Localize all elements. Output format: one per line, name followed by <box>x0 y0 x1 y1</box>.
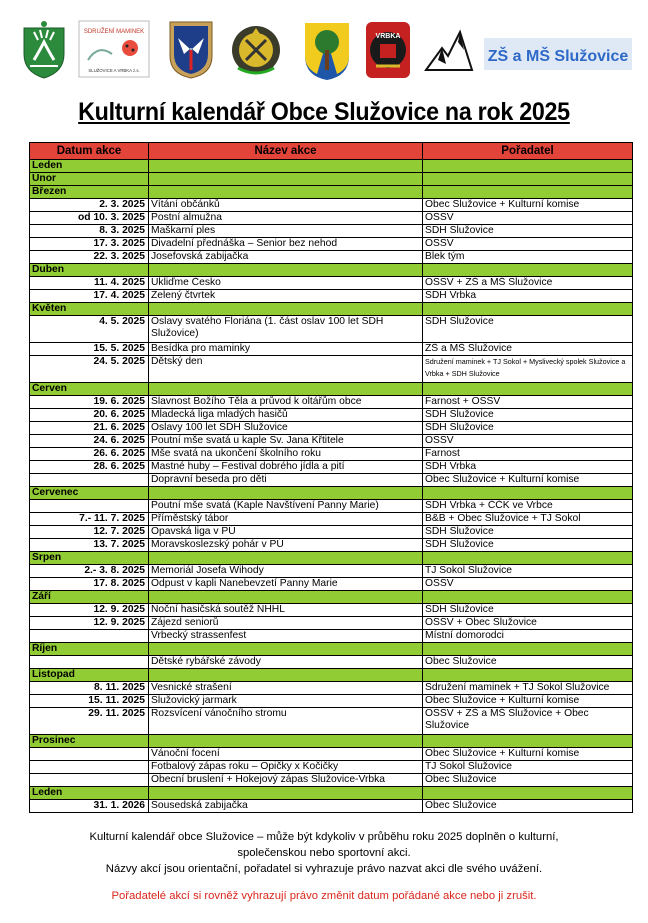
page-title: Kulturní kalendář Obce Služovice na rok 2025 <box>78 98 570 126</box>
event-row <box>30 199 633 212</box>
footer-line-3: Názvy akcí jsou orientační, pořadatel si vyhrazuje právo nazvat akci dle svého uvážení. <box>105 863 543 875</box>
event-row <box>30 708 633 735</box>
month-row <box>30 487 633 500</box>
event-date: 17. 4. 2025 <box>30 290 149 303</box>
ossv-logo <box>168 20 214 84</box>
event-organizer: SDH Služovice <box>423 526 633 539</box>
event-name: Obecní bruslení + Hokejový zápas Služovice-Vrbka <box>149 774 423 787</box>
month-cell-empty <box>149 160 423 173</box>
month-cell-empty <box>149 591 423 604</box>
footer-line-1: Kulturní kalendář obce Služovice – může být kdykoliv v průběhu roku 2025 doplněn o kulturní, <box>89 831 559 843</box>
event-organizer: ZŠ a MŠ Služovice <box>423 343 633 356</box>
event-date <box>30 500 149 513</box>
month-row <box>30 591 633 604</box>
event-organizer: Obec Služovice + Kulturní komise <box>423 695 633 708</box>
event-date: 19. 6. 2025 <box>30 396 149 409</box>
event-name: Dětské rybářské závody <box>149 656 423 669</box>
event-name: Mastné huby – Festival dobrého jídla a pití <box>149 461 423 474</box>
event-date: 17. 8. 2025 <box>30 578 149 591</box>
event-organizer: SDH Vrbka <box>423 290 633 303</box>
logo-strip <box>20 20 640 84</box>
month-cell-empty <box>423 787 633 800</box>
month-cell-empty <box>423 669 633 682</box>
calendar-body <box>30 160 633 813</box>
event-organizer: B&B + Obec Služovice + TJ Sokol <box>423 513 633 526</box>
event-organizer: TJ Sokol Služovice <box>423 565 633 578</box>
event-date: 2. 3. 2025 <box>30 199 149 212</box>
event-date: 15. 5. 2025 <box>30 343 149 356</box>
month-name: Červenec <box>30 487 149 500</box>
event-name: Slavnost Božího Těla a průvod k oltářům obce <box>149 396 423 409</box>
event-name: Příměstský tábor <box>149 513 423 526</box>
month-name: Březen <box>30 186 149 199</box>
month-cell-empty <box>423 735 633 748</box>
event-date: 13. 7. 2025 <box>30 539 149 552</box>
month-cell-empty <box>423 160 633 173</box>
event-row <box>30 238 633 251</box>
event-row <box>30 565 633 578</box>
month-cell-empty <box>423 186 633 199</box>
header-date: Datum akce <box>30 143 149 160</box>
event-name: Oslavy svatého Floriána (1. část oslav 100 let SDH Služovice) <box>149 316 423 343</box>
month-cell-empty <box>423 264 633 277</box>
event-row <box>30 630 633 643</box>
month-cell-empty <box>149 735 423 748</box>
event-name: Vánoční focení <box>149 748 423 761</box>
event-date <box>30 474 149 487</box>
month-row <box>30 186 633 199</box>
event-date: 29. 11. 2025 <box>30 708 149 735</box>
table-header-row <box>30 143 633 160</box>
event-name: Mladecká liga mladých hasičů <box>149 409 423 422</box>
month-name: Srpen <box>30 552 149 565</box>
calendar-table <box>29 142 633 813</box>
event-organizer: SDH Vrbka + ČČK ve Vrbce <box>423 500 633 513</box>
event-date: 7.- 11. 7. 2025 <box>30 513 149 526</box>
event-row <box>30 409 633 422</box>
event-row <box>30 422 633 435</box>
event-row <box>30 356 633 383</box>
footer-warning: Pořadatelé akcí si rovněž vyhrazují právo změnit datum pořádané akce nebo ji zrušit. <box>111 890 537 902</box>
zs-ms-sluzovice-logo <box>482 20 634 84</box>
month-name: Červen <box>30 383 149 396</box>
month-name: Leden <box>30 787 149 800</box>
event-row <box>30 748 633 761</box>
event-organizer: Obec Služovice + Kulturní komise <box>423 748 633 761</box>
event-organizer: SDH Služovice <box>423 422 633 435</box>
event-date: 8. 11. 2025 <box>30 682 149 695</box>
event-date: 28. 6. 2025 <box>30 461 149 474</box>
event-date <box>30 774 149 787</box>
event-organizer: OSSV + ZŠ a MŠ Služovice <box>423 277 633 290</box>
event-date: 31. 1. 2026 <box>30 800 149 813</box>
logo-zs-text: ZŠ a MŠ Služovice <box>487 48 629 65</box>
event-organizer: Obec Služovice + Kulturní komise <box>423 199 633 212</box>
event-row <box>30 396 633 409</box>
month-name: Květen <box>30 303 149 316</box>
event-name: Fotbalový zápas roku – Opičky x Kočičky <box>149 761 423 774</box>
month-row <box>30 669 633 682</box>
month-cell-empty <box>149 669 423 682</box>
event-date: 2.- 3. 8. 2025 <box>30 565 149 578</box>
event-date: 17. 3. 2025 <box>30 238 149 251</box>
event-name: Vítání občánků <box>149 199 423 212</box>
header-event-name: Název akce <box>149 143 423 160</box>
event-row <box>30 225 633 238</box>
sdh-vrbka-logo <box>364 20 412 84</box>
event-row <box>30 277 633 290</box>
event-row <box>30 656 633 669</box>
event-organizer: Blek tým <box>423 251 633 264</box>
event-organizer: Farnost + OSSV <box>423 396 633 409</box>
event-date: 12. 9. 2025 <box>30 617 149 630</box>
event-name: Poutní mše svatá (Kaple Navštívení Panny Marie) <box>149 500 423 513</box>
event-name: Memoriál Josefa Wihody <box>149 565 423 578</box>
event-row <box>30 290 633 303</box>
event-row <box>30 251 633 264</box>
event-row <box>30 435 633 448</box>
event-organizer: OSSV <box>423 212 633 225</box>
month-cell-empty <box>149 186 423 199</box>
event-organizer: SDH Služovice <box>423 409 633 422</box>
event-row <box>30 461 633 474</box>
month-row <box>30 173 633 186</box>
event-row <box>30 604 633 617</box>
month-row <box>30 303 633 316</box>
event-name: Postní almužna <box>149 212 423 225</box>
event-name: Zájezd seniorů <box>149 617 423 630</box>
event-name: Dopravní beseda pro děti <box>149 474 423 487</box>
event-name: Besídka pro maminky <box>149 343 423 356</box>
event-name: Sousedská zabijačka <box>149 800 423 813</box>
month-cell-empty <box>149 383 423 396</box>
month-name: Duben <box>30 264 149 277</box>
footer-line-2: společenskou nebo sportovní akci. <box>237 847 411 859</box>
event-organizer: Obec Služovice <box>423 774 633 787</box>
event-row <box>30 761 633 774</box>
month-cell-empty <box>149 787 423 800</box>
event-date: 24. 6. 2025 <box>30 435 149 448</box>
event-date: 15. 11. 2025 <box>30 695 149 708</box>
event-name: Odpust v kapli Nanebevzetí Panny Marie <box>149 578 423 591</box>
event-organizer: Obec Služovice <box>423 656 633 669</box>
event-row <box>30 617 633 630</box>
event-name: Oslavy 100 let SDH Služovice <box>149 422 423 435</box>
event-row <box>30 539 633 552</box>
event-name: Poutní mše svatá u kaple Sv. Jana Křtitele <box>149 435 423 448</box>
event-row <box>30 695 633 708</box>
event-name: Divadelní přednáška – Senior bez nehod <box>149 238 423 251</box>
month-cell-empty <box>423 487 633 500</box>
event-name: Maškarní ples <box>149 225 423 238</box>
event-organizer: Sdružení maminek + TJ Sokol + Myslivecký spolek Služovice a Vrbka + SDH Služovice <box>423 356 633 383</box>
event-organizer: SDH Služovice <box>423 225 633 238</box>
event-date <box>30 748 149 761</box>
event-date: 4. 5. 2025 <box>30 316 149 343</box>
logo-maminek-subtext: SLUŽOVICE A VRBKA z.s. <box>88 68 140 73</box>
event-date: 11. 4. 2025 <box>30 277 149 290</box>
event-organizer: OSSV + ZŠ a MŠ Služovice + Obec Služovice <box>423 708 633 735</box>
sdruzeni-maminek-logo <box>78 20 150 84</box>
event-name: Josefovská zabijačka <box>149 251 423 264</box>
event-date <box>30 630 149 643</box>
event-name: Noční hasičská soutěž NHHL <box>149 604 423 617</box>
event-date: 8. 3. 2025 <box>30 225 149 238</box>
event-organizer: OSSV <box>423 578 633 591</box>
month-cell-empty <box>149 303 423 316</box>
event-name: Moravskoslezský pohár v PÚ <box>149 539 423 552</box>
event-date <box>30 761 149 774</box>
event-row <box>30 343 633 356</box>
month-name: Listopad <box>30 669 149 682</box>
month-cell-empty <box>149 487 423 500</box>
event-name: Opavská liga v PÚ <box>149 526 423 539</box>
month-name: Září <box>30 591 149 604</box>
event-row <box>30 513 633 526</box>
month-cell-empty <box>423 303 633 316</box>
vrbka-coat-of-arms-logo <box>302 20 352 84</box>
event-organizer: TJ Sokol Služovice <box>423 761 633 774</box>
event-date: 12. 9. 2025 <box>30 604 149 617</box>
event-organizer: Místní domorodci <box>423 630 633 643</box>
event-organizer: Sdružení maminek + TJ Sokol Služovice <box>423 682 633 695</box>
event-name: Ukliďme Česko <box>149 277 423 290</box>
event-date: 20. 6. 2025 <box>30 409 149 422</box>
event-row <box>30 578 633 591</box>
month-cell-empty <box>423 552 633 565</box>
month-name: Únor <box>30 173 149 186</box>
event-name: Zelený čtvrtek <box>149 290 423 303</box>
event-name: Dětský den <box>149 356 423 383</box>
month-cell-empty <box>423 173 633 186</box>
event-name: Mše svatá na ukončení školního roku <box>149 448 423 461</box>
event-date <box>30 656 149 669</box>
sluzovice-coat-of-arms-logo <box>20 20 68 84</box>
event-name: Služovický jarmark <box>149 695 423 708</box>
month-cell-empty <box>423 383 633 396</box>
month-cell-empty <box>149 643 423 656</box>
event-date: od 10. 3. 2025 <box>30 212 149 225</box>
event-name: Rozsvícení vánočního stromu <box>149 708 423 735</box>
event-organizer: Obec Služovice <box>423 800 633 813</box>
logo-vrbka-text: VRBKA <box>375 33 401 40</box>
month-name: Leden <box>30 160 149 173</box>
month-row <box>30 160 633 173</box>
event-organizer: Obec Služovice + Kulturní komise <box>423 474 633 487</box>
month-cell-empty <box>149 173 423 186</box>
month-cell-empty <box>149 264 423 277</box>
month-row <box>30 735 633 748</box>
event-organizer: SDH Služovice <box>423 316 633 343</box>
event-organizer: OSSV <box>423 435 633 448</box>
event-row <box>30 800 633 813</box>
month-cell-empty <box>423 643 633 656</box>
event-row <box>30 448 633 461</box>
event-date: 26. 6. 2025 <box>30 448 149 461</box>
tj-sokol-logo <box>424 20 474 84</box>
event-row <box>30 316 633 343</box>
event-organizer: OSSV + Obec Služovice <box>423 617 633 630</box>
event-row <box>30 474 633 487</box>
event-organizer: Farnost <box>423 448 633 461</box>
header-organizer: Pořadatel <box>423 143 633 160</box>
month-cell-empty <box>423 591 633 604</box>
month-row <box>30 552 633 565</box>
event-row <box>30 526 633 539</box>
event-date: 24. 5. 2025 <box>30 356 149 383</box>
event-organizer: OSSV <box>423 238 633 251</box>
event-organizer: SDH Služovice <box>423 604 633 617</box>
month-row <box>30 264 633 277</box>
event-date: 22. 3. 2025 <box>30 251 149 264</box>
event-organizer: SDH Vrbka <box>423 461 633 474</box>
event-row <box>30 682 633 695</box>
sdh-sluzovice-logo <box>228 20 284 84</box>
event-organizer: SDH Služovice <box>423 539 633 552</box>
event-row <box>30 500 633 513</box>
event-date: 21. 6. 2025 <box>30 422 149 435</box>
footer-note <box>0 829 648 877</box>
month-row <box>30 643 633 656</box>
month-name: Prosinec <box>30 735 149 748</box>
event-name: Vesnické strašení <box>149 682 423 695</box>
event-row <box>30 774 633 787</box>
month-row <box>30 383 633 396</box>
month-name: Říjen <box>30 643 149 656</box>
event-name: Vrbecký strassenfest <box>149 630 423 643</box>
event-row <box>30 212 633 225</box>
logo-maminek-text: SDRUŽENÍ MAMINEK <box>83 29 145 35</box>
month-cell-empty <box>149 552 423 565</box>
month-row <box>30 787 633 800</box>
event-date: 12. 7. 2025 <box>30 526 149 539</box>
